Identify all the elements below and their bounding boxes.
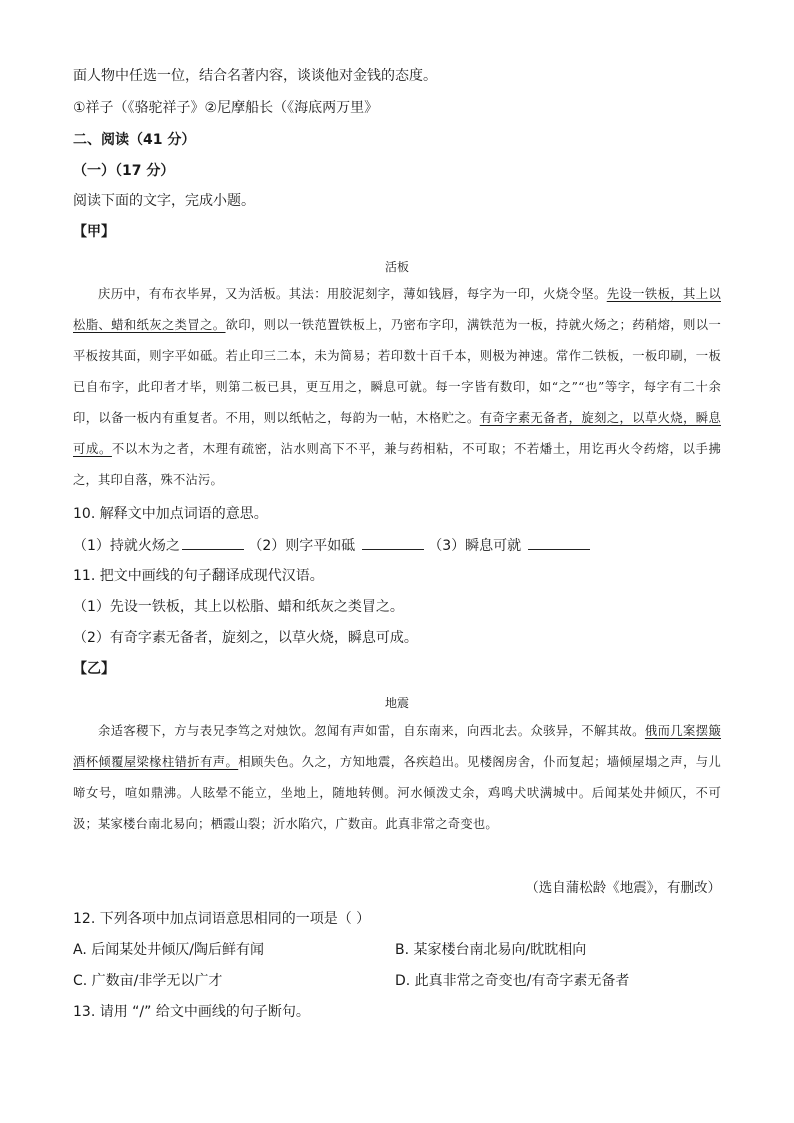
jia-underlined-sentence-2: 有奇字素无备者，旋刻之，以草火烧，瞬息可成。 (73, 411, 721, 456)
jia-passage (73, 279, 721, 496)
q12-option-b[interactable]: B. 某家楼台南北易向/眈眈相向 (395, 942, 587, 958)
q12-stem: 12. 下列各项中加点词语意思相同的一项是（ ） (73, 911, 371, 927)
choices-line: ①祥子（《骆驼祥子》②尼摩船长（《海底两万里》 (73, 100, 379, 116)
q12-option-d[interactable]: D. 此真非常之奇变也/有奇字素无备者 (395, 973, 630, 989)
jia-text-part2: 欲印，则以一铁范置铁板上，乃密布字印，满铁范为一板，持就火炀之；药稍熔，则以一平板按其面，则字平如砥。若止印三二本，未为简易；若印数十百千本，则极为神速。常作二铁板，一板印刷，一板已自布字，此印者才毕，则第二板已具，更互用之，瞬息可就。每一字皆有数印，如“之”“也”等字，每字有二十余印，以备一板内有重复者。不用，则以纸帖之，每韵为一帖，木格贮之。 (73, 318, 721, 425)
instruction: 阅读下面的文字，完成小题。 (73, 193, 255, 209)
q11-item2: （2）有奇字素无备者，旋刻之，以草火烧，瞬息可成。 (73, 630, 418, 646)
jia-title: 活板 (384, 260, 409, 274)
jia-text-part1: 庆历中，有布衣毕昇，又为活板。其法：用胶泥刻字，薄如钱唇，每字为一印，火烧令坚。 (98, 287, 607, 301)
q12-option-c[interactable]: C. 广数亩/非学无以广才 (73, 973, 223, 989)
q10-stem: 10. 解释文中加点词语的意思。 (73, 506, 268, 522)
q10-blank3[interactable] (528, 535, 590, 550)
q11-stem: 11. 把文中画线的句子翻译成现代汉语。 (73, 568, 324, 584)
yi-passage (73, 716, 721, 840)
yi-source: （选自蒲松龄《地震》，有删改） (525, 880, 721, 896)
yi-title: 地震 (384, 696, 409, 710)
yi-underlined-sentence: 俄而几案摆簸酒杯倾覆屋梁椽柱错折有声。 (73, 724, 721, 769)
q10-item3: （3）瞬息可就 (428, 538, 522, 554)
yi-text-part1: 余适客稷下，方与表兄李笃之对烛饮。忽闻有声如雷，自东南来，向西北去。众骇异，不解其故。 (98, 724, 645, 738)
sub-heading: （一）（17 分） (73, 163, 175, 179)
q10-item2: （2）则字平如砥 (248, 538, 356, 554)
jia-underlined-sentence-1: 先设一铁板，其上以松脂、蜡和纸灰之类冒之。 (73, 287, 721, 332)
q12-option-a[interactable]: A. 后闻某处井倾仄/陶后鲜有闻 (73, 942, 264, 958)
q10-blank1[interactable] (182, 535, 244, 550)
section-heading: 二、阅读（41 分） (73, 132, 196, 148)
q11-item1: （1）先设一铁板，其上以松脂、蜡和纸灰之类冒之。 (73, 599, 404, 615)
q13-stem: 13. 请用 “/” 给文中画线的句子断句。 (73, 1004, 310, 1020)
q10-items (73, 535, 590, 556)
q10-blank2[interactable] (362, 535, 424, 550)
top-line: 面人物中任选一位，结合名著内容，谈谈他对金钱的态度。 (73, 68, 437, 84)
q10-item1: （1）持就火炀之 (73, 538, 180, 554)
jia-label: 【甲】 (73, 224, 115, 240)
yi-label: 【乙】 (73, 661, 115, 677)
yi-text-part2: 相顾失色。久之，方知地震，各疾趋出。见楼阁房舍，仆而复起；墙倾屋塌之声，与儿啼女号，喧如鼎沸。人眩晕不能立，坐地上，随地转侧。河水倾泼丈余，鸡鸣犬吠满城中。后闻某处井倾仄，不可汲；某家楼台南北易向；栖霞山裂；沂水陷穴，广数亩。此真非常之奇变也。 (73, 755, 721, 831)
jia-text-part3: 不以木为之者，木理有疏密，沾水则高下不平，兼与药相粘，不可取；不若燔土，用讫再火令药熔，以手拂之，其印自落，殊不沾污。 (73, 442, 722, 487)
